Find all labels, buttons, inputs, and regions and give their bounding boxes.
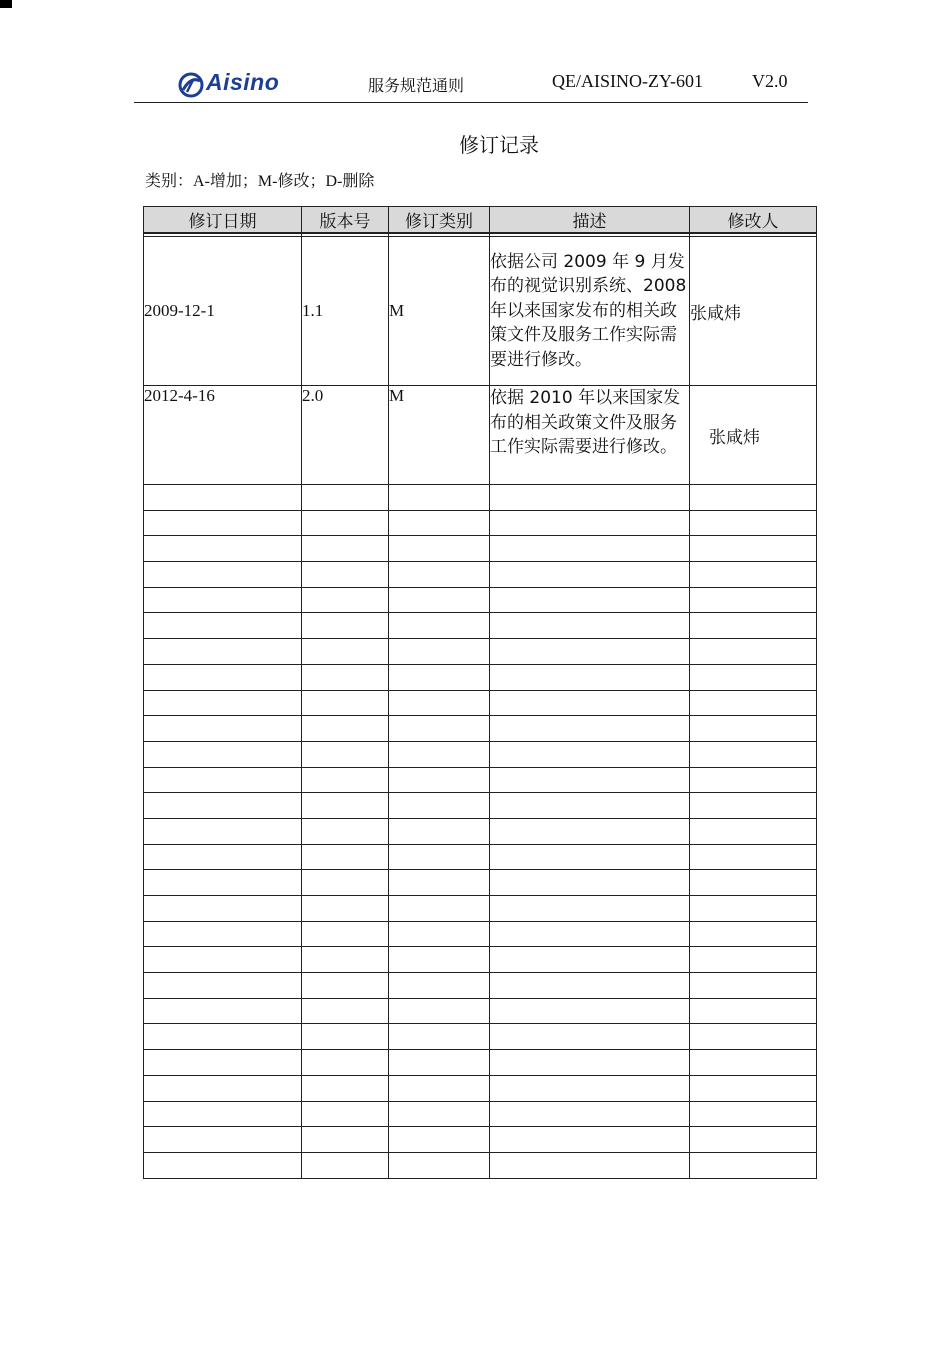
empty-cell bbox=[388, 895, 489, 921]
empty-cell bbox=[689, 767, 817, 793]
aisino-logo bbox=[178, 69, 280, 100]
empty-cell bbox=[143, 715, 301, 741]
cell-date: 2009-12-1 bbox=[143, 236, 301, 385]
empty-cell bbox=[388, 1152, 489, 1179]
empty-table-row bbox=[143, 1152, 817, 1179]
empty-cell bbox=[143, 1023, 301, 1049]
empty-cell bbox=[301, 895, 388, 921]
empty-cell bbox=[689, 741, 817, 767]
empty-table-row bbox=[143, 1023, 817, 1049]
empty-cell bbox=[301, 792, 388, 818]
empty-cell bbox=[689, 561, 817, 587]
empty-table-row bbox=[143, 612, 817, 638]
empty-table-row bbox=[143, 1126, 817, 1152]
col-header-version: 版本号 bbox=[301, 206, 388, 234]
empty-cell bbox=[489, 690, 689, 716]
empty-cell bbox=[301, 844, 388, 870]
legend-prefix: 类别： bbox=[145, 171, 194, 190]
empty-cell bbox=[489, 998, 689, 1024]
table-row bbox=[143, 236, 817, 385]
empty-cell bbox=[388, 741, 489, 767]
empty-cell bbox=[143, 972, 301, 998]
cell-author: 张咸炜 bbox=[689, 236, 817, 385]
empty-cell bbox=[689, 1152, 817, 1179]
empty-cell bbox=[301, 1152, 388, 1179]
empty-cell bbox=[301, 638, 388, 664]
aisino-logo-icon bbox=[178, 72, 204, 98]
empty-cell bbox=[689, 1126, 817, 1152]
empty-cell bbox=[388, 946, 489, 972]
empty-cell bbox=[388, 484, 489, 510]
empty-cell bbox=[489, 767, 689, 793]
empty-cell bbox=[689, 818, 817, 844]
empty-cell bbox=[388, 998, 489, 1024]
empty-table-row bbox=[143, 690, 817, 716]
legend-text: A-增加；M-修改；D-删除 bbox=[193, 173, 375, 190]
empty-cell bbox=[143, 946, 301, 972]
empty-table-row bbox=[143, 869, 817, 895]
empty-cell bbox=[301, 510, 388, 536]
empty-cell bbox=[489, 741, 689, 767]
empty-cell bbox=[143, 998, 301, 1024]
empty-table-row bbox=[143, 895, 817, 921]
empty-cell bbox=[489, 484, 689, 510]
empty-cell bbox=[689, 1023, 817, 1049]
empty-cell bbox=[689, 510, 817, 536]
empty-table-row bbox=[143, 510, 817, 536]
empty-cell bbox=[489, 612, 689, 638]
empty-cell bbox=[301, 946, 388, 972]
empty-table-row bbox=[143, 741, 817, 767]
empty-cell bbox=[301, 1075, 388, 1101]
cell-description: 依据公司 2009 年 9 月发布的视觉识别系统、2008 年以来国家发布的相关政策文件及服务工作实际需要进行修改。 bbox=[489, 236, 689, 385]
empty-cell bbox=[689, 921, 817, 947]
empty-table-row bbox=[143, 998, 817, 1024]
empty-cell bbox=[143, 741, 301, 767]
empty-cell bbox=[489, 1023, 689, 1049]
cell-type: M bbox=[388, 236, 489, 385]
empty-cell bbox=[489, 1049, 689, 1075]
empty-cell bbox=[143, 1075, 301, 1101]
logo-wordmark: Aisino bbox=[206, 69, 280, 95]
col-header-description: 描述 bbox=[489, 206, 689, 234]
empty-cell bbox=[388, 818, 489, 844]
empty-cell bbox=[143, 895, 301, 921]
empty-cell bbox=[143, 510, 301, 536]
empty-cell bbox=[689, 638, 817, 664]
empty-cell bbox=[689, 792, 817, 818]
empty-cell bbox=[143, 818, 301, 844]
empty-cell bbox=[143, 1152, 301, 1179]
empty-cell bbox=[489, 638, 689, 664]
empty-cell bbox=[388, 972, 489, 998]
empty-cell bbox=[489, 1101, 689, 1127]
empty-cell bbox=[388, 1049, 489, 1075]
empty-cell bbox=[689, 1049, 817, 1075]
empty-cell bbox=[301, 561, 388, 587]
empty-table-row bbox=[143, 638, 817, 664]
empty-cell bbox=[388, 561, 489, 587]
empty-table-row bbox=[143, 587, 817, 613]
empty-cell bbox=[689, 715, 817, 741]
empty-cell bbox=[301, 1049, 388, 1075]
header-doc-code: QE/AISINO-ZY-601 bbox=[552, 71, 703, 91]
empty-cell bbox=[489, 869, 689, 895]
empty-table-row bbox=[143, 484, 817, 510]
empty-cell bbox=[689, 1075, 817, 1101]
page-header bbox=[134, 66, 808, 103]
empty-table-row bbox=[143, 715, 817, 741]
empty-cell bbox=[143, 587, 301, 613]
empty-cell bbox=[388, 715, 489, 741]
empty-cell bbox=[143, 484, 301, 510]
empty-cell bbox=[301, 869, 388, 895]
empty-cell bbox=[143, 1049, 301, 1075]
empty-table-row bbox=[143, 792, 817, 818]
cell-date: 2012-4-16 bbox=[143, 385, 301, 484]
empty-table-row bbox=[143, 972, 817, 998]
empty-cell bbox=[301, 972, 388, 998]
header-doc-title: 服务规范通则 bbox=[368, 76, 465, 95]
empty-cell bbox=[489, 818, 689, 844]
empty-cell bbox=[689, 587, 817, 613]
empty-table-row bbox=[143, 946, 817, 972]
page-corner-mark bbox=[0, 0, 12, 8]
empty-cell bbox=[301, 587, 388, 613]
table-header-row bbox=[143, 206, 817, 234]
empty-cell bbox=[301, 998, 388, 1024]
header-doc-version: V2.0 bbox=[752, 71, 788, 91]
empty-cell bbox=[689, 895, 817, 921]
empty-table-row bbox=[143, 818, 817, 844]
cell-version: 1.1 bbox=[301, 236, 388, 385]
col-header-date: 修订日期 bbox=[143, 206, 301, 234]
empty-cell bbox=[489, 844, 689, 870]
empty-cell bbox=[388, 612, 489, 638]
empty-cell bbox=[301, 921, 388, 947]
empty-table-row bbox=[143, 844, 817, 870]
empty-cell bbox=[689, 484, 817, 510]
empty-table-row bbox=[143, 767, 817, 793]
empty-cell bbox=[301, 767, 388, 793]
empty-cell bbox=[689, 998, 817, 1024]
empty-cell bbox=[388, 1126, 489, 1152]
empty-cell bbox=[301, 690, 388, 716]
empty-cell bbox=[489, 535, 689, 561]
empty-cell bbox=[489, 510, 689, 536]
cell-version: 2.0 bbox=[301, 385, 388, 484]
empty-cell bbox=[143, 638, 301, 664]
category-legend bbox=[145, 168, 374, 191]
empty-cell bbox=[143, 1126, 301, 1152]
empty-table-row bbox=[143, 1101, 817, 1127]
empty-cell bbox=[143, 561, 301, 587]
empty-cell bbox=[489, 1126, 689, 1152]
empty-cell bbox=[301, 1101, 388, 1127]
col-header-author: 修改人 bbox=[689, 206, 817, 234]
empty-cell bbox=[388, 690, 489, 716]
empty-cell bbox=[143, 664, 301, 690]
col-header-type: 修订类别 bbox=[388, 206, 489, 234]
empty-cell bbox=[301, 484, 388, 510]
empty-table-row bbox=[143, 1075, 817, 1101]
revision-table bbox=[143, 206, 817, 1179]
cell-description: 依据 2010 年以来国家发布的相关政策文件及服务工作实际需要进行修改。 bbox=[489, 385, 689, 484]
empty-cell bbox=[388, 1075, 489, 1101]
empty-cell bbox=[489, 921, 689, 947]
empty-cell bbox=[143, 535, 301, 561]
empty-cell bbox=[489, 1152, 689, 1179]
empty-table-row bbox=[143, 1049, 817, 1075]
empty-cell bbox=[143, 690, 301, 716]
empty-cell bbox=[489, 946, 689, 972]
empty-table-row bbox=[143, 561, 817, 587]
empty-cell bbox=[143, 844, 301, 870]
empty-cell bbox=[388, 535, 489, 561]
empty-cell bbox=[689, 844, 817, 870]
empty-cell bbox=[388, 921, 489, 947]
empty-cell bbox=[489, 587, 689, 613]
empty-table-row bbox=[143, 535, 817, 561]
empty-cell bbox=[689, 690, 817, 716]
empty-cell bbox=[388, 638, 489, 664]
empty-cell bbox=[489, 561, 689, 587]
empty-cell bbox=[388, 510, 489, 536]
empty-cell bbox=[301, 1023, 388, 1049]
empty-cell bbox=[301, 612, 388, 638]
empty-cell bbox=[388, 1023, 489, 1049]
empty-cell bbox=[301, 818, 388, 844]
empty-cell bbox=[489, 1075, 689, 1101]
empty-cell bbox=[689, 664, 817, 690]
cell-type: M bbox=[388, 385, 489, 484]
empty-cell bbox=[388, 869, 489, 895]
table-row bbox=[143, 385, 817, 484]
empty-cell bbox=[489, 972, 689, 998]
empty-cell bbox=[689, 535, 817, 561]
empty-cell bbox=[489, 792, 689, 818]
empty-cell bbox=[301, 715, 388, 741]
empty-cell bbox=[143, 612, 301, 638]
empty-cell bbox=[301, 741, 388, 767]
empty-cell bbox=[489, 715, 689, 741]
page-title: 修订记录 bbox=[459, 133, 539, 157]
cell-author: 张咸炜 bbox=[689, 385, 817, 484]
empty-cell bbox=[689, 869, 817, 895]
empty-cell bbox=[301, 535, 388, 561]
empty-cell bbox=[489, 895, 689, 921]
empty-cell bbox=[689, 612, 817, 638]
empty-cell bbox=[143, 792, 301, 818]
empty-cell bbox=[689, 946, 817, 972]
empty-cell bbox=[689, 972, 817, 998]
empty-cell bbox=[388, 767, 489, 793]
empty-cell bbox=[388, 587, 489, 613]
empty-cell bbox=[143, 921, 301, 947]
empty-cell bbox=[143, 1101, 301, 1127]
empty-cell bbox=[388, 1101, 489, 1127]
empty-cell bbox=[388, 792, 489, 818]
empty-cell bbox=[143, 767, 301, 793]
empty-cell bbox=[689, 1101, 817, 1127]
empty-cell bbox=[143, 869, 301, 895]
empty-table-row bbox=[143, 921, 817, 947]
empty-cell bbox=[388, 664, 489, 690]
empty-table-row bbox=[143, 664, 817, 690]
empty-cell bbox=[388, 844, 489, 870]
empty-cell bbox=[489, 664, 689, 690]
empty-cell bbox=[301, 664, 388, 690]
empty-cell bbox=[301, 1126, 388, 1152]
